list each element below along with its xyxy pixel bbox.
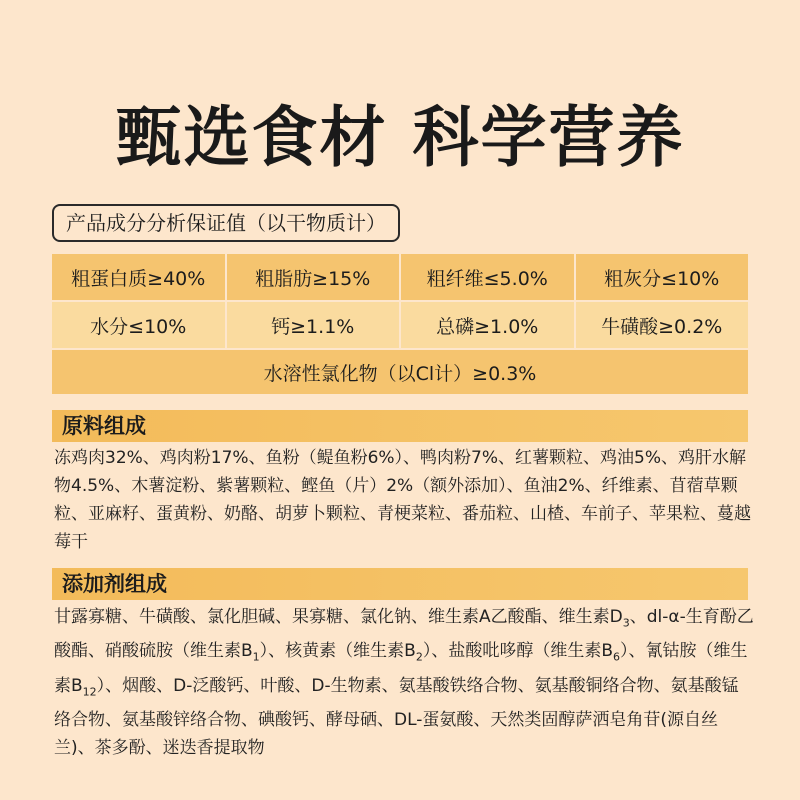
analysis-row [52,254,748,300]
subscript: 12 [82,685,97,699]
additives-part: ）、烟酸、D-泛酸钙、叶酸、D-生物素、氨基酸铁络合物、氨基酸铜络合物、氨基酸锰络合物、氨基酸锌络合物、碘酸钙、酵母硒、DL-蛋氨酸、天然类固醇萨洒皂角苷(源自丝兰)、茶多酚、迷迭香提取物 [54,675,739,759]
analysis-cell: 牛磺酸≥0.2% [574,302,749,348]
subscript: 3 [622,616,630,630]
ingredients-text: 冻鸡肉32%、鸡肉粉17%、鱼粉（鳀鱼粉6%）、鸭肉粉7%、红薯颗粒、鸡油5%、鸡肝水解物4.5%、木薯淀粉、紫薯颗粒、鲣鱼（片）2%（额外添加）、鱼油2%、纤维素、苜蓿草颗粒、亚麻籽、蛋黄粉、奶酪、胡萝卜颗粒、青梗菜粒、番茄粒、山楂、车前子、苹果粒、蔓越莓干 [54,448,751,552]
additives-part: ）、盐酸吡哆醇（维生素B [422,641,614,662]
analysis-cell: 粗灰分≤10% [574,254,749,300]
analysis-table [52,254,748,394]
analysis-row [52,300,748,348]
additives-part: ）、核黄素（维生素B [259,641,416,662]
additives-part: 甘露寡糖、牛磺酸、氯化胆碱、果寡糖、氯化钠、维生素A乙酸酯、维生素D [54,607,623,627]
ingredients-heading: 原料组成 [52,410,748,442]
additives-part: 、dl-α-生育酚乙酸酯、硝酸硫胺（维生素B [54,607,754,662]
analysis-cell: 粗纤维≤5.0% [399,254,574,300]
additives-heading: 添加剂组成 [52,568,748,600]
analysis-cell-chloride: 水溶性氯化物（以Cl计）≥0.3% [52,350,748,394]
analysis-cell: 粗脂肪≥15% [225,254,400,300]
analysis-cell: 粗蛋白质≥40% [52,254,225,300]
page-title: 甄选食材 科学营养 [115,99,685,176]
subscript: 6 [613,650,621,664]
additives-part: ）、氰钴胺（维生素B [54,641,748,696]
analysis-row [52,348,748,394]
additives-text [54,603,754,762]
analysis-cell: 钙≥1.1% [225,302,400,348]
analysis-subtitle: 产品成分分析保证值（以干物质计） [52,204,400,242]
subscript: 1 [252,650,260,664]
subscript: 2 [415,650,423,664]
analysis-cell: 水分≤10% [52,302,225,348]
analysis-cell: 总磷≥1.0% [399,302,574,348]
